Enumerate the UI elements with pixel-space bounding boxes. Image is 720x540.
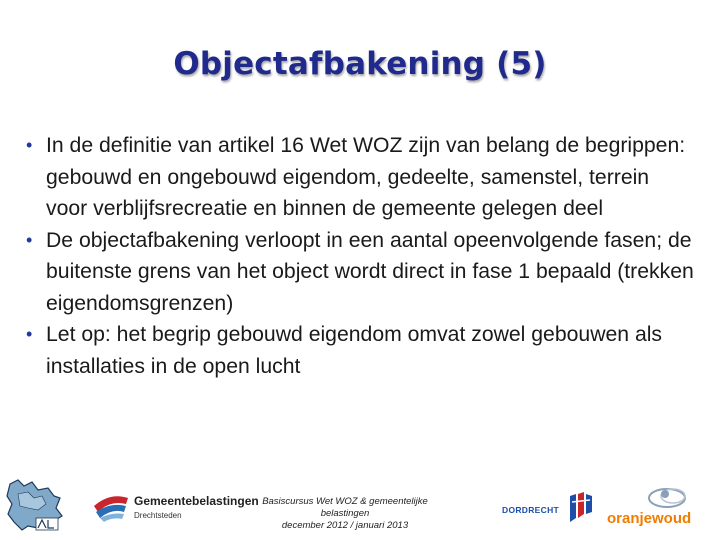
bullet-text: In de definitie van artikel 16 Wet WOZ zijn van belang de begrippen: gebouwd en ongebouwd eigendom, gedeelte, samenstel, terrein voor verblijfsrecreatie en binnen de gemeente gelegen deel (46, 134, 686, 220)
bullet-icon: • (26, 324, 33, 344)
bullet-text: De objectafbakening verloopt in een aantal opeenvolgende fasen; de buitenste grens van het object wordt direct in fase 1 bepaald (trekken eigendomsgrenzen) (46, 228, 694, 315)
footer-course-line-2: december 2012 / januari 2013 (281, 520, 409, 531)
oranjewoud-swirl-icon (645, 484, 695, 512)
gemeentebelastingen-sub: Drechtsteden (134, 511, 182, 520)
gemeentebelastingen-emblem-icon (90, 484, 132, 522)
footer-course-text (240, 496, 450, 532)
bullet-item (26, 130, 694, 225)
rotary-map-logo-icon (4, 476, 66, 534)
dordrecht-logo (502, 500, 562, 514)
oranjewoud-logo-text: oranjewoud (607, 510, 692, 527)
bullet-item (26, 319, 694, 382)
oranjewoud-logo (605, 484, 720, 536)
bullet-text: Let op: het begrip gebouwd eigendom omvat zowel gebouwen als installaties in de open lucht (46, 323, 663, 378)
footer-course-line-1: Basiscursus Wet WOZ & gemeentelijke belastingen (262, 496, 428, 519)
bullet-item (26, 225, 694, 320)
dordrecht-logo-text: DORDRECHT (502, 505, 560, 515)
flag-logo-icon (566, 492, 596, 524)
bullet-icon: • (26, 229, 33, 250)
bullet-icon: • (26, 135, 33, 155)
gemeentebelastingen-logo (90, 484, 259, 524)
footer (0, 470, 720, 540)
gemeentebelastingen-name: Gemeentebelastingen (134, 494, 259, 508)
bullet-list (26, 130, 694, 382)
slide-title: Objectafbakening (5) (173, 46, 547, 82)
